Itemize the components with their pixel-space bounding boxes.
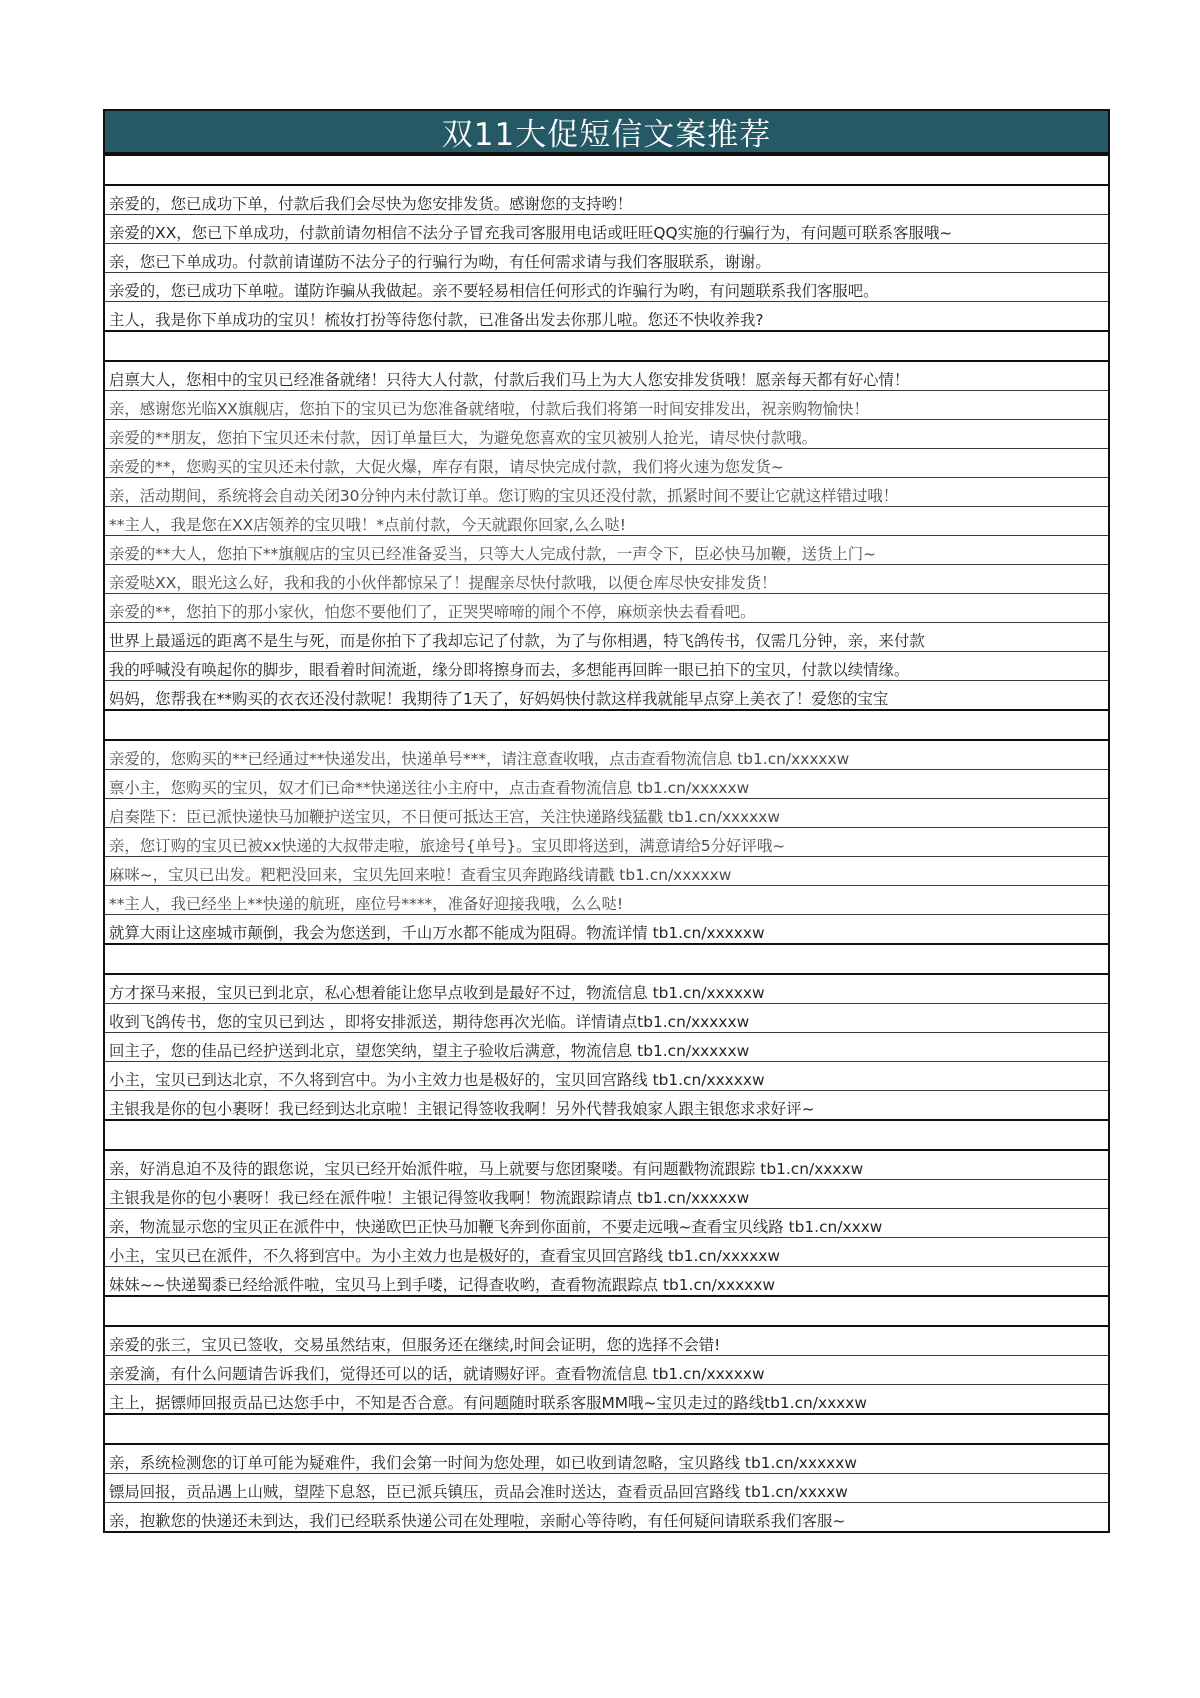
message-text-cell: 麻咪~，宝贝已出发。粑粑没回来，宝贝先回来啦！查看宝贝奔跑路线请戳 tb1.cn/xxxxxw xyxy=(104,857,1109,886)
empty-cell xyxy=(104,944,1109,974)
message-row xyxy=(104,1385,1109,1415)
message-row xyxy=(104,361,1109,391)
message-text-cell: 亲，抱歉您的快递还未到达，我们已经联系快递公司在处理啦，亲耐心等待哟，有任何疑问请联系我们客服~ xyxy=(104,1503,1109,1533)
message-text-cell: 方才探马来报，宝贝已到北京，私心想着能让您早点收到是最好不过，物流信息 tb1.cn/xxxxxw xyxy=(104,974,1109,1004)
group-spacer-row xyxy=(104,710,1109,740)
message-row xyxy=(104,886,1109,915)
empty-cell xyxy=(104,710,1109,740)
message-text-cell: 亲，您已下单成功。付款前请谨防不法分子的行骗行为呦，有任何需求请与我们客服联系，谢谢。 xyxy=(104,244,1109,273)
message-row xyxy=(104,770,1109,799)
message-text-cell: 回主子，您的佳品已经护送到北京，望您笑纳，望主子验收后满意，物流信息 tb1.cn/xxxxxw xyxy=(104,1033,1109,1062)
message-row xyxy=(104,1209,1109,1238)
message-text-cell: 亲爱的**，您购买的宝贝还未付款，大促火爆，库存有限，请尽快完成付款，我们将火速为您发货~ xyxy=(104,449,1109,478)
message-row xyxy=(104,828,1109,857)
message-text-cell: 亲爱的，您已成功下单啦。谨防诈骗从我做起。亲不要轻易相信任何形式的诈骗行为哟，有问题联系我们客服吧。 xyxy=(104,273,1109,302)
message-row xyxy=(104,1062,1109,1091)
message-text-cell: **主人，我已经坐上**快递的航班，座位号****，准备好迎接我哦，么么哒! xyxy=(104,886,1109,915)
message-row xyxy=(104,1150,1109,1180)
message-text-cell: 亲爱的，您购买的**已经通过**快递发出，快递单号***，请注意查收哦，点击查看物流信息 tb1.cn/xxxxxw xyxy=(104,740,1109,770)
empty-cell xyxy=(104,1120,1109,1150)
message-row xyxy=(104,565,1109,594)
message-row xyxy=(104,1474,1109,1503)
message-text-cell: 亲爱的，您已成功下单，付款后我们会尽快为您安排发货。感谢您的支持哟！ xyxy=(104,185,1109,215)
message-text-cell: 启奏陛下：臣已派快递快马加鞭护送宝贝，不日便可抵达王宫，关注快递路线猛戳 tb1.cn/xxxxxw xyxy=(104,799,1109,828)
message-row xyxy=(104,449,1109,478)
message-row xyxy=(104,974,1109,1004)
message-row xyxy=(104,244,1109,273)
empty-cell xyxy=(104,155,1109,185)
message-row xyxy=(104,478,1109,507)
message-text-cell: 主上，据镖师回报贡品已达您手中，不知是否合意。有问题随时联系客服MM哦~宝贝走过的路线tb1.cn/xxxxw xyxy=(104,1385,1109,1415)
message-text-cell: 亲爱的张三，宝贝已签收，交易虽然结束，但服务还在继续,时间会证明，您的选择不会错! xyxy=(104,1326,1109,1356)
message-text-cell: 亲，感谢您光临XX旗舰店，您拍下的宝贝已为您准备就绪啦，付款后我们将第一时间安排发出，祝亲购物愉快！ xyxy=(104,391,1109,420)
message-row xyxy=(104,857,1109,886)
message-text-cell: 妈妈，您帮我在**购买的衣衣还没付款呢！我期待了1天了，好妈妈快付款这样我就能早点穿上美衣了！爱您的宝宝 xyxy=(104,681,1109,711)
message-row xyxy=(104,623,1109,652)
message-text-cell: 我的呼喊没有唤起你的脚步，眼看着时间流逝，缘分即将擦身而去，多想能再回眸一眼已拍下的宝贝，付款以续情缘。 xyxy=(104,652,1109,681)
message-row xyxy=(104,1444,1109,1474)
message-row xyxy=(104,799,1109,828)
message-text-cell: 收到飞鸽传书，您的宝贝已到达 ，即将安排派送，期待您再次光临。详情请点tb1.cn/xxxxxw xyxy=(104,1004,1109,1033)
message-text-cell: 亲，系统检测您的订单可能为疑难件，我们会第一时间为您处理，如已收到请忽略，宝贝路线 tb1.cn/xxxxxw xyxy=(104,1444,1109,1474)
message-row xyxy=(104,215,1109,244)
message-text-cell: 禀小主，您购买的宝贝，奴才们已命**快递送往小主府中，点击查看物流信息 tb1.cn/xxxxxw xyxy=(104,770,1109,799)
message-row xyxy=(104,1091,1109,1121)
message-text-cell: 亲爱的XX，您已下单成功，付款前请勿相信不法分子冒充我司客服用电话或旺旺QQ实施的行骗行为，有问题可联系客服哦~ xyxy=(104,215,1109,244)
message-text-cell: 启禀大人，您相中的宝贝已经准备就绪！只待大人付款，付款后我们马上为大人您安排发货哦！愿亲每天都有好心情！ xyxy=(104,361,1109,391)
message-text-cell: 主银我是你的包小裹呀！我已经在派件啦！主银记得签收我啊！物流跟踪请点 tb1.cn/xxxxxw xyxy=(104,1180,1109,1209)
message-text-cell: **主人，我是您在XX店领养的宝贝哦！*点前付款，今天就跟你回家,么么哒! xyxy=(104,507,1109,536)
message-text-cell: 亲爱的**朋友，您拍下宝贝还未付款，因订单量巨大，为避免您喜欢的宝贝被别人抢光，请尽快付款哦。 xyxy=(104,420,1109,449)
message-text-cell: 世界上最遥远的距离不是生与死，而是你拍下了我却忘记了付款，为了与你相遇，特飞鸽传书，仅需几分钟，亲，来付款 xyxy=(104,623,1109,652)
group-spacer-row xyxy=(104,944,1109,974)
group-spacer-row xyxy=(104,1296,1109,1326)
message-row xyxy=(104,1503,1109,1533)
group-spacer-row xyxy=(104,331,1109,361)
message-text-cell: 亲，好消息迫不及待的跟您说，宝贝已经开始派件啦，马上就要与您团聚喽。有问题戳物流跟踪 tb1.cn/xxxxw xyxy=(104,1150,1109,1180)
message-text-cell: 小主，宝贝已到达北京，不久将到宫中。为小主效力也是极好的，宝贝回宫路线 tb1.cn/xxxxxw xyxy=(104,1062,1109,1091)
message-row xyxy=(104,536,1109,565)
group-spacer-row xyxy=(104,1414,1109,1444)
sms-template-sheet xyxy=(103,109,1110,1533)
message-row xyxy=(104,1326,1109,1356)
sheet-title: 双11大促短信文案推荐 xyxy=(441,117,772,153)
sheet-title-bar xyxy=(103,109,1110,154)
message-text-cell: 亲，物流显示您的宝贝正在派件中，快递欧巴正快马加鞭飞奔到你面前，不要走远哦~查看宝贝线路 tb1.cn/xxxw xyxy=(104,1209,1109,1238)
message-row xyxy=(104,420,1109,449)
message-row xyxy=(104,740,1109,770)
message-text-cell: 妹妹~~快递蜀黍已经给派件啦，宝贝马上到手喽，记得查收哟，查看物流跟踪点 tb1.cn/xxxxxw xyxy=(104,1267,1109,1297)
message-text-cell: 就算大雨让这座城市颠倒，我会为您送到，千山万水都不能成为阻碍。物流详情 tb1.cn/xxxxxw xyxy=(104,915,1109,945)
message-text-cell: 主银我是你的包小裹呀！我已经到达北京啦！主银记得签收我啊！另外代替我娘家人跟主银您求求好评~ xyxy=(104,1091,1109,1121)
message-row xyxy=(104,681,1109,711)
message-row xyxy=(104,273,1109,302)
group-spacer-row xyxy=(104,1120,1109,1150)
message-row xyxy=(104,1267,1109,1297)
message-row xyxy=(104,1356,1109,1385)
message-row xyxy=(104,915,1109,945)
message-row xyxy=(104,391,1109,420)
message-row xyxy=(104,1004,1109,1033)
message-row xyxy=(104,1238,1109,1267)
message-text-cell: 小主，宝贝已在派件，不久将到宫中。为小主效力也是极好的，查看宝贝回宫路线 tb1.cn/xxxxxw xyxy=(104,1238,1109,1267)
empty-cell xyxy=(104,1296,1109,1326)
message-text-cell: 亲爱的**大人，您拍下**旗舰店的宝贝已经准备妥当，只等大人完成付款，一声令下，臣必快马加鞭，送货上门~ xyxy=(104,536,1109,565)
message-text-cell: 主人，我是你下单成功的宝贝！梳妆打扮等待您付款，已准备出发去你那儿啦。您还不快收养我? xyxy=(104,302,1109,332)
message-text-cell: 亲爱哒XX，眼光这么好，我和我的小伙伴都惊呆了！提醒亲尽快付款哦，以便仓库尽快安排发货！ xyxy=(104,565,1109,594)
message-table xyxy=(103,154,1110,1533)
message-row xyxy=(104,652,1109,681)
message-text-cell: 镖局回报，贡品遇上山贼，望陛下息怒，臣已派兵镇压，贡品会准时送达，查看贡品回宫路线 tb1.cn/xxxxw xyxy=(104,1474,1109,1503)
group-spacer-row xyxy=(104,155,1109,185)
empty-cell xyxy=(104,331,1109,361)
message-row xyxy=(104,1180,1109,1209)
message-row xyxy=(104,507,1109,536)
message-row xyxy=(104,594,1109,623)
message-text-cell: 亲爱的**，您拍下的那小家伙，怕您不要他们了，正哭哭啼啼的闹个不停，麻烦亲快去看看吧。 xyxy=(104,594,1109,623)
message-text-cell: 亲，您订购的宝贝已被xx快递的大叔带走啦，旅途号{单号}。宝贝即将送到，满意请给5分好评哦~ xyxy=(104,828,1109,857)
message-text-cell: 亲爱滴，有什么问题请告诉我们，觉得还可以的话，就请赐好评。查看物流信息 tb1.cn/xxxxxw xyxy=(104,1356,1109,1385)
message-row xyxy=(104,1033,1109,1062)
message-row xyxy=(104,185,1109,215)
message-text-cell: 亲，活动期间，系统将会自动关闭30分钟内未付款订单。您订购的宝贝还没付款，抓紧时间不要让它就这样错过哦！ xyxy=(104,478,1109,507)
message-row xyxy=(104,302,1109,332)
empty-cell xyxy=(104,1414,1109,1444)
